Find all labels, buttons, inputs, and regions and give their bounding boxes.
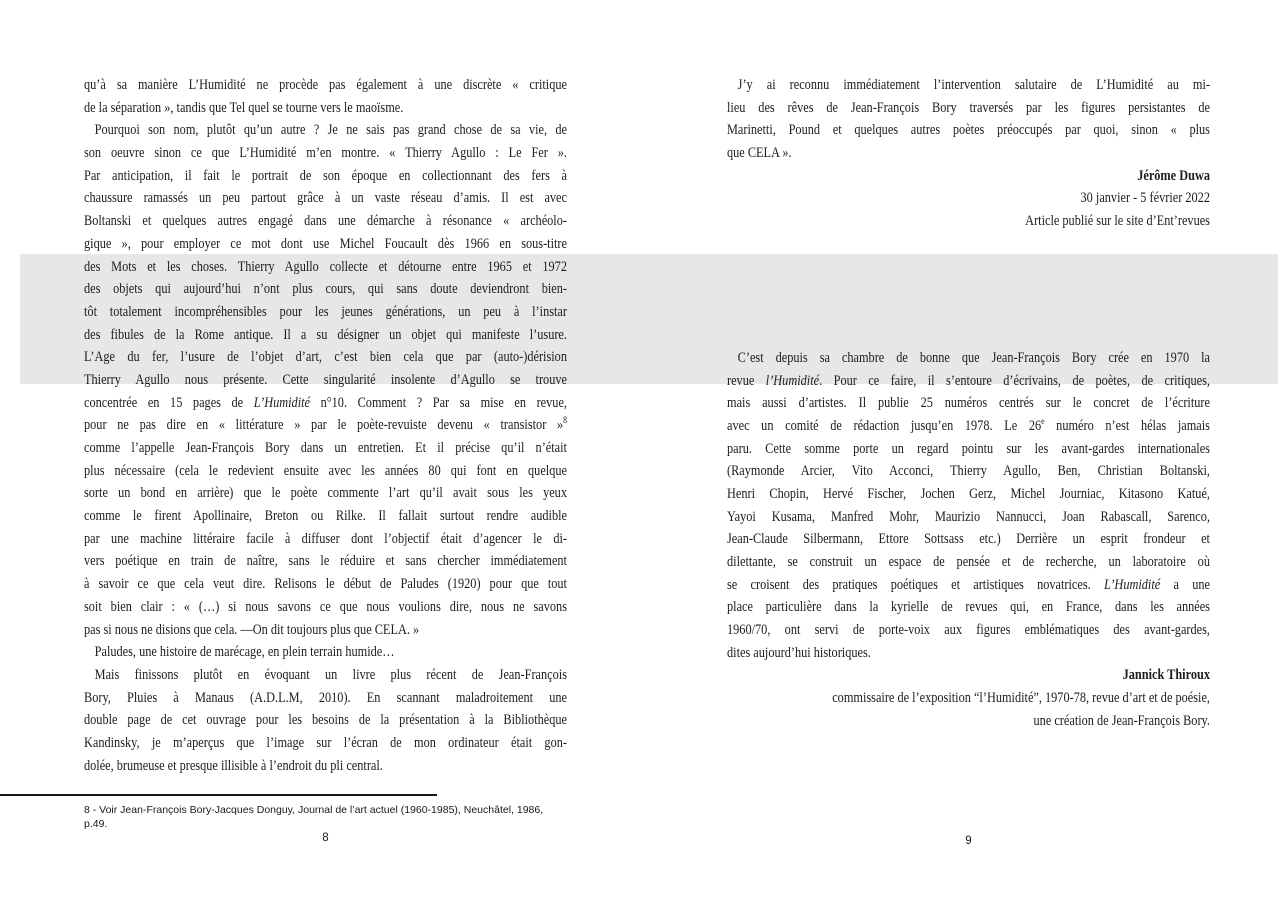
text-line (84, 414, 567, 437)
text-segment: l’Humidité (765, 372, 820, 389)
text-line (727, 551, 1210, 574)
text-segment: vers poétique en train de naître, sans le réduire et sans chercher immédiatement (84, 553, 567, 570)
text-segment: son oeuvre sinon ce que L’Humidité m’en montre. « Thierry Agullo : Le Fer ». (84, 145, 567, 162)
text-segment: que CELA ». (727, 145, 792, 162)
text-segment: J’y ai reconnu immédiatement l’intervention salutaire de L’Humidité au mi- (737, 77, 1210, 93)
text-segment: lieu des rêves de Jean-François Bory traversés par les figures persistantes de (727, 99, 1210, 116)
text-segment: revue (727, 372, 766, 389)
text-segment: double page de cet ouvrage pour les besoins de la présentation à la Bibliothèque (84, 712, 567, 729)
text-line (84, 233, 567, 256)
footnote-rule (0, 794, 437, 796)
text-line (727, 596, 1210, 619)
text-line (727, 483, 1210, 506)
text-segment: sorte un bond en arrière) que le poète commente l’art qu’il avait sous les yeux (84, 485, 567, 502)
text-line (727, 142, 1210, 165)
page-number-left: 8 (322, 832, 329, 844)
text-segment: Boltanski et quelques autres engagé dans une démarche à résonance « archéolo- (84, 213, 567, 230)
byline-role-2: une création de Jean-François Bory. (1033, 712, 1210, 729)
text-line (84, 550, 567, 573)
text-line (727, 619, 1210, 642)
page-number-right: 9 (965, 835, 972, 847)
right-text (727, 74, 1210, 733)
text-segment: des fibules de la Rome antique. Il a su désigner un objet qui manifeste l’usure. (84, 326, 567, 343)
text-line (84, 187, 567, 210)
text-segment: dolée, brumeuse et presque illisible à l’endroit du pli central. (84, 757, 383, 774)
text-segment: Jean-Claude Silbermann, Ettore Sottsass etc.) Derrière un esprit frondeur et (727, 531, 1210, 548)
text-segment: Marinetti, Pound et quelques autres poètes préoccupés par quoi, sinon « plus (727, 122, 1210, 139)
text-segment: tôt totalement incompréhensibles pour les jeunes générations, un peu à l’instar (84, 303, 567, 320)
text-segment: gique », pour employer ce mot dont use Michel Foucault dès 1966 en sous-titre (84, 235, 567, 252)
text-segment: Kandinsky, je m’aperçus que l’image sur l’écran de mon ordinateur était gon- (84, 734, 567, 751)
text-line (727, 415, 1210, 438)
text-segment: . Pour ce faire, il s’entoure d’écrivains, de poètes, de critiques, (819, 372, 1210, 389)
text-line (84, 709, 567, 732)
text-line (727, 642, 1210, 665)
text-line (84, 437, 567, 460)
text-segment: à savoir ce que cela veut dire. Relisons le début de Paludes (1920) pour que tout (84, 576, 567, 593)
text-segment: comme l’appelle Jean-François Bory dans un entretien. Et il précise qu’il n’était (84, 440, 567, 456)
text-segment: n°10. Comment ? Par sa mise en revue, (309, 394, 567, 411)
text-line (84, 301, 567, 324)
text-line (84, 528, 567, 551)
footnote: 8 - Voir Jean-François Bory-Jacques Donguy, Journal de l’art actuel (1960-1985), Neuchâtel, 1986, p.49. (84, 804, 544, 830)
text-segment: pas si nous ne disions que cela. —On dit toujours plus que CELA. » (84, 621, 420, 638)
text-segment: 8 (563, 416, 567, 427)
text-line (727, 574, 1210, 597)
text-line (84, 573, 567, 596)
text-line (84, 97, 567, 120)
right-page-column (727, 74, 1278, 733)
text-line (84, 596, 567, 619)
text-line (727, 74, 1210, 97)
text-segment: des objets qui aujourd’hui n’ont plus cours, qui sans doute deviendront bien- (84, 281, 567, 298)
text-segment: paru. Cette somme porte un regard pointu sur les avant-gardes internationales (727, 440, 1210, 457)
text-line (727, 119, 1210, 142)
text-line (727, 392, 1210, 415)
text-segment: Yayoi Kusama, Manfred Mohr, Maurizio Nannucci, Joan Rabascall, Sarenco, (727, 508, 1210, 525)
left-text (84, 74, 567, 777)
text-line (84, 505, 567, 528)
text-segment: comme le firent Apollinaire, Breton ou Rilke. Il fallait surtout rendre audible (84, 508, 567, 525)
text-segment: concentrée en 15 pages de (84, 394, 254, 411)
text-line (727, 460, 1210, 483)
text-line (84, 664, 567, 687)
text-line (727, 370, 1210, 393)
text-line (84, 392, 567, 415)
text-segment: 1960/70, ont servi de porte-voix aux figures emblématiques des avant-gardes, (727, 622, 1210, 639)
byline-source: Article publié sur le site d’Ent’revues (1025, 213, 1210, 230)
byline-author-1: Jérôme Duwa (1137, 167, 1210, 184)
text-segment: chaussure ramassés un peu partout grâce à un vaste réseau d’amis. Il est avec (84, 190, 567, 207)
text-segment: Paludes, une histoire de marécage, en plein terrain humide… (94, 644, 395, 661)
text-line (727, 97, 1210, 120)
text-segment: a une (1160, 576, 1210, 593)
text-segment: par une machine littéraire facile à diffuser dont l’objectif était d’agencer le di- (84, 530, 567, 547)
text-line (84, 142, 567, 165)
text-segment: C’est depuis sa chambre de bonne que Jean-François Bory crée en 1970 la (737, 349, 1210, 366)
text-segment: mais aussi d’artistes. Il publie 25 numéros centrés sur le concret de l’écriture (727, 395, 1210, 412)
text-line (84, 732, 567, 755)
text-segment: Thierry Agullo nous présente. Cette singularité insolente d’Agullo se trouve (84, 371, 567, 388)
text-line (84, 641, 567, 664)
text-line (84, 482, 567, 505)
text-segment: e (1041, 416, 1045, 427)
text-line (727, 347, 1210, 370)
byline-date: 30 janvier - 5 février 2022 (1080, 190, 1210, 207)
text-line (84, 346, 567, 369)
text-line (84, 119, 567, 142)
text-line (84, 324, 567, 347)
text-segment: avec un comité de rédaction jusqu’en 1978. Le 26 (727, 417, 1042, 434)
text-segment: Bory, Pluies à Manaus (A.D.L.M, 2010). En scannant maladroitement une (84, 689, 567, 706)
text-segment: (Raymonde Arcier, Vito Acconci, Thierry Agullo, Ben, Christian Boltanski, (727, 463, 1210, 480)
text-segment: dilettante, se construit un espace de pensée et de recherche, un laboratoire où (727, 554, 1210, 570)
text-segment: Mais finissons plutôt en évoquant un livre plus récent de Jean-François (94, 666, 567, 683)
text-line (84, 210, 567, 233)
byline-role-1: commissaire de l’exposition “l’Humidité”, 1970-78, revue d’art et de poésie, (832, 690, 1210, 707)
text-segment: numéro n’est hélas jamais (1044, 417, 1210, 434)
text-line (84, 687, 567, 710)
text-segment: Pourquoi son nom, plutôt qu’un autre ? Je ne sais pas grand chose de sa vie, de (94, 122, 567, 139)
left-page-column (84, 74, 673, 777)
text-segment: qu’à sa manière L’Humidité ne procède pas également à une discrète « critique (84, 77, 567, 93)
text-line (84, 278, 567, 301)
text-line (84, 619, 567, 642)
text-line (84, 460, 567, 483)
text-segment: se croisent des pratiques poétiques et artistiques novatrices. (727, 576, 1104, 593)
text-segment: L’Humidité (1103, 576, 1161, 593)
byline-author-2: Jannick Thiroux (1122, 667, 1210, 684)
text-segment: pour ne pas dire en « littérature » par le poète-revuiste devenu « transistor » (84, 417, 564, 434)
text-line (727, 528, 1210, 551)
text-segment: plus nécessaire (cela le redevient ensuite avec les années 80 qui font en quelque (84, 462, 567, 479)
text-line (84, 256, 567, 279)
text-segment: des Mots et les choses. Thierry Agullo collecte et détourne entre 1965 et 1972 (84, 258, 567, 275)
text-line (84, 165, 567, 188)
text-segment: place particulière dans la kyrielle de revues qui, en France, dans les années (727, 599, 1210, 616)
text-segment: de la séparation », tandis que Tel quel se tourne vers le maoïsme. (84, 99, 404, 116)
text-segment: Par anticipation, il fait le portrait de son époque en collectionnant des fers à (84, 167, 567, 184)
right-paragraph-1 (727, 74, 1210, 165)
text-line (84, 74, 567, 97)
text-line (727, 438, 1210, 461)
text-segment: Henri Chopin, Hervé Fischer, Jochen Gerz, Michel Journiac, Kitasono Katué, (727, 485, 1210, 502)
text-line (727, 506, 1210, 529)
text-segment: soit bien clair : « (…) si nous savons ce que nous voulions dire, nous ne savons (84, 598, 567, 615)
text-line (84, 369, 567, 392)
text-segment: L’Age du fer, l’usure de l’objet d’art, c’est bien cela que par (auto-)dérision (84, 349, 567, 366)
vertical-gap (727, 233, 1210, 347)
text-segment: L’Humidité (253, 394, 310, 411)
text-segment: dites aujourd’hui historiques. (727, 644, 871, 661)
right-paragraph-2 (727, 347, 1210, 665)
text-line (84, 755, 567, 778)
